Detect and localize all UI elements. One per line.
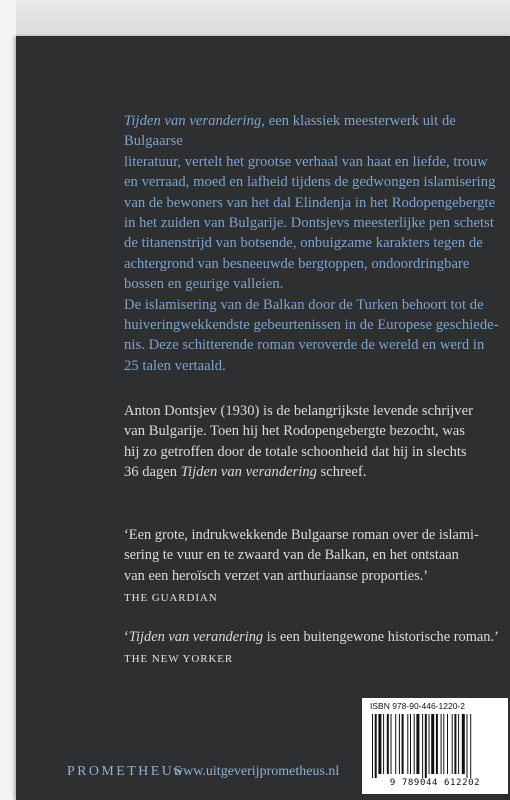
barcode-panel bbox=[362, 698, 508, 794]
blurb-line: bossen en geurige valleien. bbox=[124, 276, 284, 293]
barcode-bar bbox=[416, 714, 419, 774]
barcode-bar bbox=[375, 714, 377, 778]
blurb-line: huiveringwekkendste gebeurtenissen in de Europese geschiede- bbox=[124, 317, 499, 334]
barcode-bar bbox=[372, 714, 373, 778]
publisher-logo: PROMETHEUS bbox=[67, 764, 185, 779]
bio-line: van Bulgarije. Toen hij het Rodopengebergte bezocht, was bbox=[124, 423, 465, 440]
quote-line: van een heroïsch verzet van arthuriaanse proporties.’ bbox=[124, 567, 429, 584]
barcode-bar bbox=[441, 714, 442, 774]
barcode-bar bbox=[399, 714, 400, 774]
barcode-bar bbox=[436, 714, 438, 774]
barcode-bar bbox=[402, 714, 404, 774]
review-quote-new-yorker bbox=[124, 627, 504, 670]
quote-line: ‘Een grote, indrukwekkende Bulgaarse roman over de islami- bbox=[124, 527, 479, 543]
book-title-italic: Tijden van verandering bbox=[124, 113, 262, 129]
blurb-line: en verraad, moed en lafheid tijdens de gedwongen islamisering bbox=[124, 174, 496, 191]
blurb-line: nis. Deze schitterende roman veroverde de wereld en werd in bbox=[124, 337, 485, 354]
page-edge bbox=[16, 0, 510, 36]
blurb-line: literatuur, vertelt het grootse verhaal van haat en liefde, trouw bbox=[124, 153, 488, 170]
barcode-bar bbox=[410, 714, 411, 774]
barcode-bar bbox=[395, 714, 396, 774]
publisher-website[interactable]: www.uitgeverijprometheus.nl bbox=[173, 764, 340, 779]
bio-line: hij zo getroffen door de totale schoonheid dat hij in slechts bbox=[124, 443, 467, 460]
barcode-bar bbox=[454, 714, 456, 774]
barcode-bar bbox=[429, 714, 430, 774]
isbn-label: ISBN 978-90-446-1220-2 bbox=[370, 701, 465, 711]
blurb-line: de titanenstrijd van botsende, onbuigzame karakters tegen de bbox=[124, 235, 483, 252]
blurb-line: in het zuiden van Bulgarije. Dontsjevs meesterlijke pen schetst bbox=[124, 215, 494, 232]
book-title-italic: Tijden van verandering bbox=[128, 629, 264, 645]
barcode-bar bbox=[387, 714, 389, 774]
barcode-bar bbox=[425, 714, 427, 778]
blurb-line: De islamisering van de Balkan door de Turken behoort tot de bbox=[124, 296, 484, 313]
blurb-line: Tijden van verandering, een klassiek meesterwerk uit de Bulgaarse bbox=[124, 113, 456, 150]
barcode-bar bbox=[378, 714, 381, 774]
bio-line: Anton Dontsjev (1930) is de belangrijkste levende schrijver bbox=[124, 403, 473, 419]
quote-line: sering te vuur en te zwaard van de Balkan, en het ontstaan bbox=[124, 547, 459, 564]
quote-line: ‘Tijden van verandering is een buitengewone historische roman.’ bbox=[124, 629, 499, 645]
blurb-text bbox=[124, 111, 504, 376]
barcode-bar bbox=[458, 714, 459, 774]
barcode-icon bbox=[370, 714, 500, 778]
quote-source: THE GUARDIAN bbox=[124, 592, 218, 605]
barcode-bar bbox=[431, 714, 434, 774]
blurb-line: van de bewoners van het dal Elindenja in het Rodopengebergte bbox=[124, 194, 496, 211]
barcode-bar bbox=[462, 714, 465, 774]
blurb-line: 25 talen vertaald. bbox=[124, 357, 226, 374]
barcode-bar bbox=[443, 714, 444, 774]
barcode-bar bbox=[422, 714, 423, 778]
barcode-digits: 9 789044 612202 bbox=[389, 778, 481, 788]
barcode-bar bbox=[414, 714, 415, 774]
barcode-bar bbox=[391, 714, 392, 774]
quote-source: THE NEW YORKER bbox=[124, 653, 234, 666]
barcode-bar bbox=[383, 714, 384, 774]
book-title-italic: Tijden van verandering bbox=[180, 464, 317, 481]
barcode-bar bbox=[447, 714, 448, 774]
barcode-bar bbox=[467, 714, 468, 778]
review-quote-guardian bbox=[124, 525, 504, 609]
author-bio bbox=[124, 401, 504, 483]
barcode-bar bbox=[407, 714, 408, 774]
barcode-bar bbox=[452, 714, 453, 774]
barcode-bar bbox=[470, 714, 471, 778]
bio-line: 36 dagen Tijden van verandering schreef. bbox=[124, 464, 367, 481]
blurb-line: achtergrond van besneeuwde bergtoppen, ondoordringbare bbox=[124, 255, 470, 272]
